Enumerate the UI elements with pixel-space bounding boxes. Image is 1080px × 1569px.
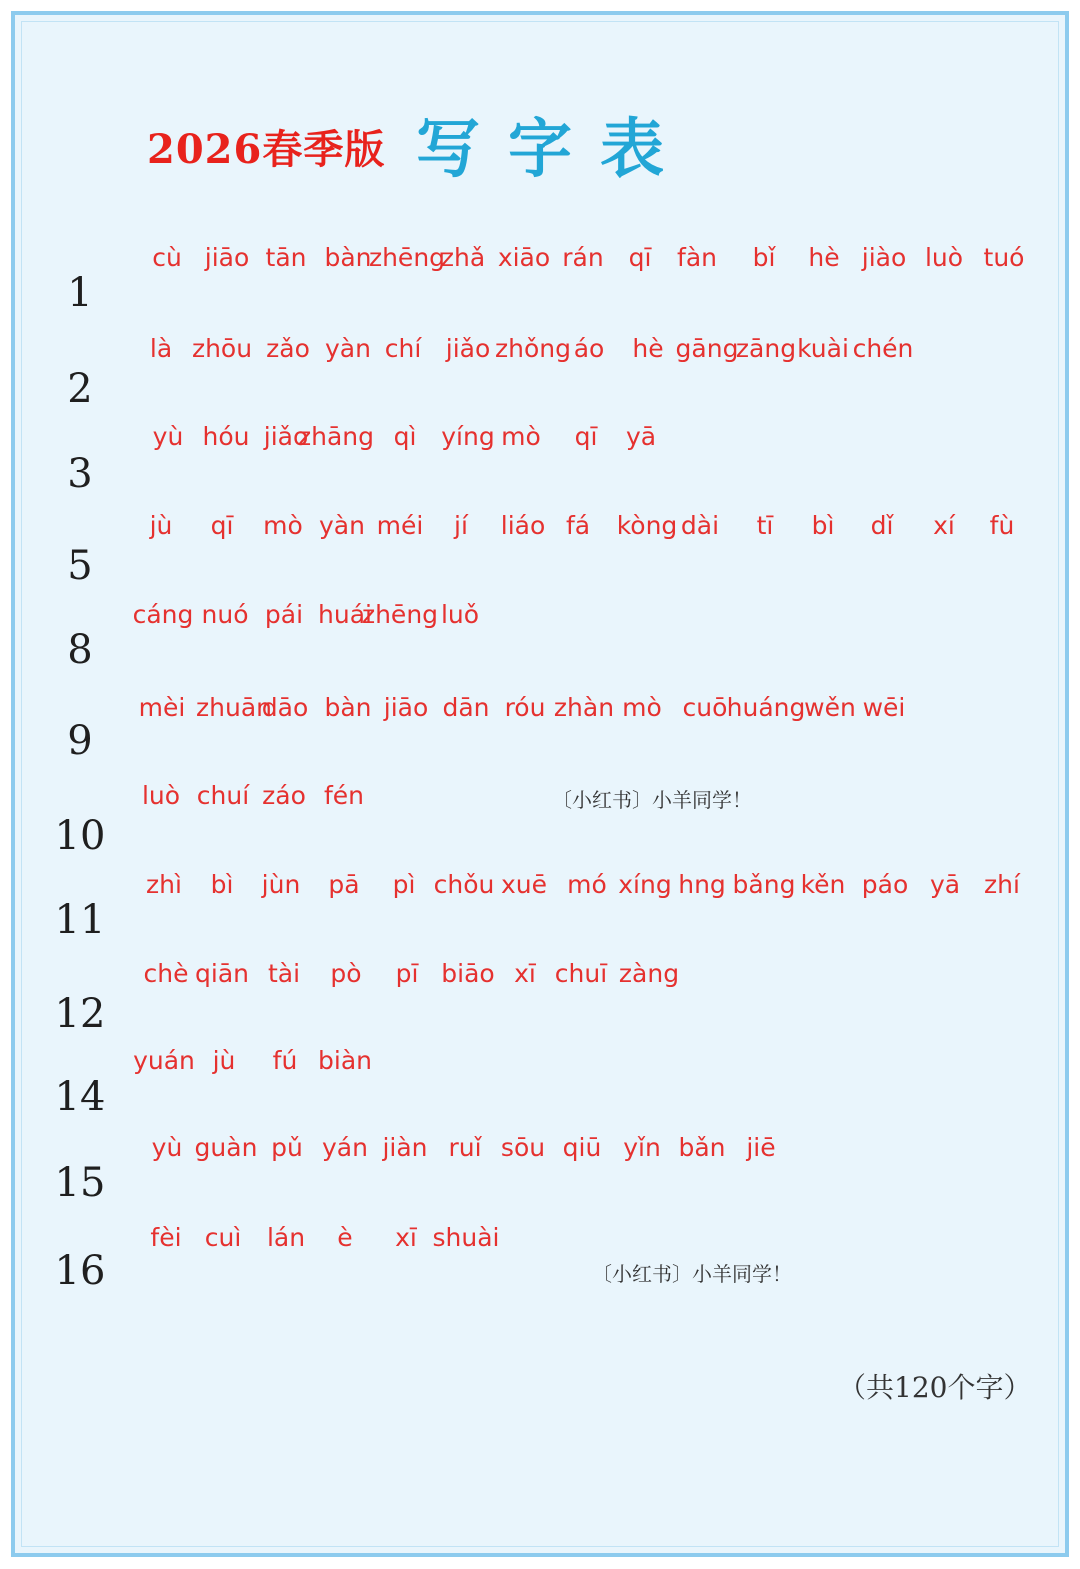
pinyin-syllable: chén	[852, 334, 914, 363]
pinyin-syllable: mó	[567, 870, 607, 899]
lesson-number: 14	[54, 1074, 106, 1120]
pinyin-syllable: xī	[395, 1223, 417, 1252]
pinyin-syllable: jùn	[261, 870, 301, 899]
pinyin-syllable: yǐn	[623, 1133, 661, 1162]
pinyin-syllable: kòng	[616, 511, 678, 540]
character-count: （共120个字）	[838, 1371, 1032, 1404]
pinyin-syllable: záo	[262, 781, 306, 810]
pinyin-syllable: méi	[376, 511, 424, 540]
pinyin-syllable: tài	[267, 959, 301, 988]
pinyin-syllable: huái	[318, 600, 372, 629]
pinyin-syllable: là	[149, 334, 173, 363]
pinyin-syllable: zhǒng	[495, 334, 571, 363]
pinyin-syllable: cuō	[682, 693, 728, 722]
pinyin-syllable: tuó	[983, 243, 1025, 272]
watermark-text: 〔小红书〕小羊同学！	[592, 1262, 792, 1286]
pinyin-syllable: yù	[152, 422, 184, 451]
pinyin-syllable: luǒ	[440, 600, 480, 629]
pinyin-syllable: jù	[212, 1046, 236, 1075]
pinyin-syllable: qī	[628, 243, 652, 272]
pinyin-syllable: zàng	[618, 959, 680, 988]
pinyin-syllable: zhuān	[196, 693, 272, 722]
pinyin-syllable: zǎo	[266, 334, 310, 363]
pinyin-syllable: wēi	[862, 693, 906, 722]
pinyin-syllable: yā	[625, 422, 657, 451]
pinyin-syllable: jiǎo	[445, 334, 491, 363]
watermark-text: 〔小红书〕小羊同学！	[552, 788, 752, 812]
pinyin-syllable: yuán	[133, 1046, 195, 1075]
pinyin-syllable: zhēng	[368, 243, 446, 272]
pinyin-syllable: fèi	[150, 1223, 182, 1252]
pinyin-syllable: mò	[263, 511, 303, 540]
lesson-number: 8	[67, 627, 93, 673]
pinyin-syllable: mò	[622, 693, 662, 722]
pinyin-syllable: bǎng	[732, 870, 796, 899]
pinyin-syllable: pǔ	[271, 1133, 303, 1162]
pinyin-syllable: hóu	[202, 422, 250, 451]
pinyin-syllable: pī	[395, 959, 419, 988]
pinyin-syllable: jiāo	[383, 693, 429, 722]
lesson-number: 10	[54, 813, 106, 859]
pinyin-syllable: yù	[151, 1133, 183, 1162]
pinyin-syllable: zhì	[146, 870, 182, 899]
pinyin-syllable: jiǎo	[263, 422, 309, 451]
pinyin-syllable: zhǎ	[440, 243, 486, 272]
pinyin-syllable: bì	[210, 870, 234, 899]
pinyin-syllable: zhōu	[191, 334, 253, 363]
pinyin-syllable: luò	[141, 781, 181, 810]
pinyin-syllable: chuí	[196, 781, 250, 810]
pinyin-syllable: fù	[989, 511, 1015, 540]
pinyin-syllable: tī	[756, 511, 774, 540]
lesson-number: 9	[67, 718, 93, 764]
pinyin-syllable: fú	[272, 1046, 298, 1075]
pinyin-syllable: dān	[442, 693, 490, 722]
pinyin-syllable: gāng	[675, 334, 739, 363]
pinyin-syllable: hè	[632, 334, 664, 363]
pinyin-syllable: nuó	[201, 600, 249, 629]
pinyin-syllable: dāo	[261, 693, 309, 722]
pinyin-syllable: yàn	[325, 334, 371, 363]
pinyin-syllable: tān	[265, 243, 307, 272]
pinyin-syllable: shuài	[432, 1223, 500, 1252]
pinyin-syllable: qī	[210, 511, 234, 540]
pinyin-syllable: xíng	[618, 870, 672, 899]
pinyin-syllable: jiāo	[204, 243, 250, 272]
pinyin-syllable: dài	[680, 511, 720, 540]
pinyin-syllable: xí	[933, 511, 955, 540]
lesson-number: 2	[67, 366, 93, 412]
pinyin-syllable: pì	[392, 870, 416, 899]
pinyin-syllable: zhēng	[361, 600, 439, 629]
lesson-number: 16	[54, 1248, 106, 1294]
pinyin-syllable: ruǐ	[448, 1133, 482, 1162]
pinyin-syllable: xī	[514, 959, 536, 988]
pinyin-syllable: qiū	[562, 1133, 602, 1162]
pinyin-syllable: jiàn	[382, 1133, 428, 1162]
pinyin-syllable: wěn	[804, 693, 856, 722]
pinyin-syllable: chuī	[554, 959, 608, 988]
pinyin-syllable: xiāo	[497, 243, 551, 272]
pinyin-syllable: qì	[393, 422, 417, 451]
pinyin-syllable: qī	[574, 422, 598, 451]
lesson-number: 3	[67, 451, 93, 497]
pinyin-syllable: chí	[384, 334, 422, 363]
pinyin-syllable: biàn	[318, 1046, 372, 1075]
pinyin-syllable: luò	[924, 243, 964, 272]
pinyin-syllable: róu	[504, 693, 546, 722]
pinyin-syllable: qiān	[195, 959, 249, 988]
pinyin-syllable: dǐ	[870, 511, 894, 540]
pinyin-syllable: sōu	[500, 1133, 546, 1162]
pinyin-syllable: áo	[573, 334, 605, 363]
pinyin-syllable: bàn	[324, 243, 372, 272]
pinyin-syllable: bàn	[324, 693, 372, 722]
pinyin-syllable: hng	[678, 870, 726, 899]
pinyin-syllable: huáng	[726, 693, 806, 722]
pinyin-syllable: zhāng	[297, 422, 375, 451]
pinyin-syllable: yíng	[441, 422, 495, 451]
pinyin-syllable: jù	[149, 511, 173, 540]
pinyin-syllable: liáo	[500, 511, 546, 540]
pinyin-syllable: chè	[143, 959, 189, 988]
pinyin-syllable: páo	[861, 870, 909, 899]
pinyin-syllable: bǐ	[752, 243, 776, 272]
pinyin-syllable: zhàn	[553, 693, 615, 722]
lesson-number: 15	[54, 1160, 106, 1206]
pinyin-syllable: cáng	[132, 600, 194, 629]
pinyin-syllable: zāng	[735, 334, 797, 363]
pinyin-syllable: jiē	[746, 1133, 776, 1162]
pinyin-syllable: bì	[811, 511, 835, 540]
page-title: 写字表	[416, 112, 692, 187]
pinyin-syllable: pā	[328, 870, 360, 899]
pinyin-syllable: hè	[808, 243, 840, 272]
pinyin-syllable: yā	[929, 870, 961, 899]
pinyin-syllable: cù	[152, 243, 182, 272]
pinyin-syllable: jiào	[861, 243, 907, 272]
lesson-number: 1	[67, 270, 93, 316]
pinyin-syllable: jí	[454, 511, 468, 540]
pinyin-syllable: bǎn	[678, 1133, 726, 1162]
pinyin-syllable: fá	[565, 511, 591, 540]
pinyin-syllable: chǒu	[433, 870, 495, 899]
lesson-number: 12	[54, 991, 106, 1037]
pinyin-syllable: pái	[264, 600, 304, 629]
pinyin-syllable: kěn	[800, 870, 846, 899]
lesson-number: 11	[54, 897, 106, 943]
pinyin-syllable: fàn	[677, 243, 717, 272]
pinyin-syllable: yàn	[319, 511, 365, 540]
pinyin-syllable: pò	[330, 959, 362, 988]
pinyin-syllable: kuài	[797, 334, 849, 363]
pinyin-syllable: yán	[322, 1133, 368, 1162]
pinyin-syllable: biāo	[441, 959, 495, 988]
pinyin-syllable: cuì	[204, 1223, 242, 1252]
pinyin-syllable: fén	[323, 781, 365, 810]
pinyin-syllable: zhí	[984, 870, 1020, 899]
pinyin-syllable: lán	[266, 1223, 306, 1252]
pinyin-syllable: mò	[501, 422, 541, 451]
pinyin-syllable: mèi	[138, 693, 186, 722]
pinyin-syllable: xuē	[500, 870, 548, 899]
pinyin-syllable: guàn	[194, 1133, 258, 1162]
lesson-number: 5	[67, 543, 93, 589]
edition-label: 2026春季版	[147, 126, 386, 173]
pinyin-syllable: rán	[562, 243, 604, 272]
pinyin-syllable: è	[337, 1223, 353, 1252]
